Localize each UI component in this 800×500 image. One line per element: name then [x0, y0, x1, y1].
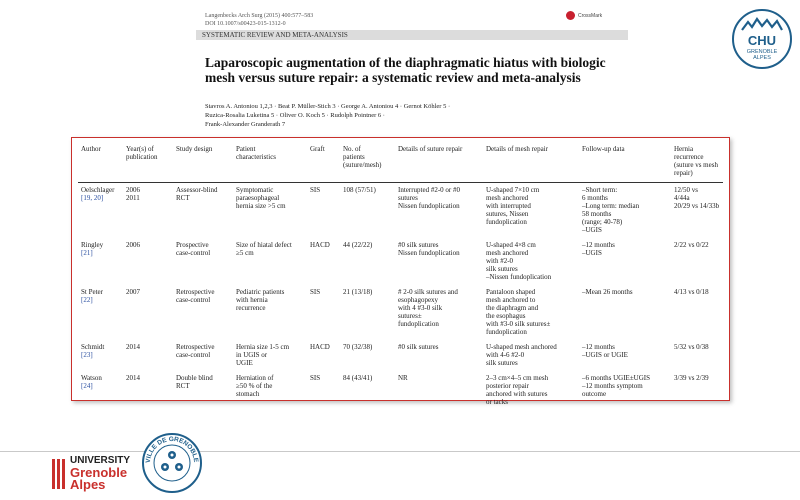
cell-line: fundoplication: [486, 218, 527, 226]
header-graft: [307, 142, 340, 183]
cell-patient-characteristics: [233, 183, 307, 239]
cell-line: with interrupted: [486, 202, 531, 210]
article-title: Laparoscopic augmentation of the diaphragmatic hiatus with biologic mesh versus suture repair: a systematic review and meta-analysis: [205, 55, 606, 85]
journal-line-1: Langenbecks Arch Surg (2015) 400:577–583: [205, 13, 314, 19]
table-row: [78, 285, 723, 340]
cell-mesh-repair: [483, 238, 579, 285]
chu-region-text: ALPES: [753, 55, 771, 61]
cell-line: –UGIS or UGIE: [582, 351, 628, 359]
cell-line: mesh anchored: [486, 249, 529, 257]
cell-line: –UGIS: [582, 226, 602, 234]
cell-study-design: [173, 238, 233, 285]
table-row: [78, 183, 723, 239]
cell-hernia-recurrence: [671, 340, 723, 371]
cell-line: 2/22 vs 0/22: [674, 241, 709, 249]
cell-line: Size of hiatal defect: [236, 241, 292, 249]
cell-line: paraesophageal: [236, 194, 280, 202]
header-follow-up: [579, 142, 671, 183]
cell-suture-repair: [395, 238, 483, 285]
cell-line: with #3-0 silk sutures±: [486, 320, 551, 328]
cell-suture-repair: [395, 340, 483, 371]
cell-line: 4/44a: [674, 194, 690, 202]
header-line: Author: [81, 145, 101, 153]
cell-study-design: [173, 183, 233, 239]
cell-line: Retrospective: [176, 343, 215, 351]
reference-link[interactable]: [24]: [81, 382, 93, 390]
cell-line: 44 (22/22): [343, 241, 373, 249]
cell-line: silk sutures: [486, 359, 518, 367]
cell-follow-up: [579, 285, 671, 340]
cell-line: anchored with sutures: [486, 390, 548, 398]
cell-follow-up: [579, 340, 671, 371]
header-line: Follow-up data: [582, 145, 625, 153]
cell-line: Pediatric patients: [236, 288, 285, 296]
cell-line: (range; 40-78): [582, 218, 623, 226]
header-line: Details of suture repair: [398, 145, 463, 153]
cell-author: [78, 371, 123, 410]
header-mesh-repair: [483, 142, 579, 183]
cell-line: HACD: [310, 343, 330, 351]
cell-mesh-repair: [483, 183, 579, 239]
cell-line: 3/39 vs 2/39: [674, 374, 709, 382]
cell-author: [78, 183, 123, 239]
cell-line: #0 silk sutures: [398, 241, 439, 249]
cell-patient-characteristics: [233, 340, 307, 371]
cell-mesh-repair: [483, 340, 579, 371]
cell-graft: [307, 183, 340, 239]
cell-hernia-recurrence: [671, 238, 723, 285]
cell-suture-repair: [395, 371, 483, 410]
cell-line: RCT: [176, 382, 190, 390]
header-year: [123, 142, 173, 183]
cell-line: 58 months: [582, 210, 612, 218]
cell-line: with 4 #3-0 silk: [398, 304, 443, 312]
cell-line: Oelschlager: [81, 186, 115, 194]
reference-link[interactable]: [22]: [81, 296, 93, 304]
cell-line: 108 (57/51): [343, 186, 376, 194]
cell-patients: [340, 340, 395, 371]
cell-year: [123, 340, 173, 371]
cell-graft: [307, 340, 340, 371]
cell-line: case-control: [176, 249, 211, 257]
header-line: repair): [674, 169, 693, 177]
cell-line: 70 (32/38): [343, 343, 373, 351]
journal-citation: [205, 12, 313, 28]
crossmark-icon: [566, 11, 575, 20]
cell-line: #0 silk sutures: [398, 343, 439, 351]
cell-line: 5/32 vs 0/38: [674, 343, 709, 351]
cell-line: in UGIS or: [236, 351, 268, 359]
header-line: Year(s) of: [126, 145, 154, 153]
header-line: No. of: [343, 145, 361, 153]
cell-patient-characteristics: [233, 285, 307, 340]
cell-follow-up: [579, 183, 671, 239]
author-line-1: Stavros A. Antoniou 1,2,3 · Beat P. Müller-Stich 3 · George A. Antoniou 4 · Gernot Köhler 5 ·: [205, 103, 451, 110]
header-line: Details of mesh repair: [486, 145, 549, 153]
cell-line: SIS: [310, 374, 321, 382]
cell-line: 4/13 vs 0/18: [674, 288, 709, 296]
cell-line: NR: [398, 374, 408, 382]
cell-line: 6 months: [582, 194, 608, 202]
cell-author: [78, 340, 123, 371]
cell-line: esophagopexy: [398, 296, 439, 304]
cell-line: the diaphragm and: [486, 304, 539, 312]
reference-link[interactable]: [19, 20]: [81, 194, 104, 202]
cell-line: recurrence: [236, 304, 266, 312]
cell-author: [78, 238, 123, 285]
cell-line: U-shaped 7×10 cm: [486, 186, 540, 194]
ville-seal-text: VILLE DE GRENOBLE: [144, 435, 200, 464]
reference-link[interactable]: [21]: [81, 249, 93, 257]
university-grenoble-alpes-logo: [52, 455, 130, 491]
cell-mesh-repair: [483, 371, 579, 410]
cell-line: case-control: [176, 351, 211, 359]
ug-region-text: Alpes: [70, 477, 106, 492]
table-header-row: [78, 142, 723, 183]
cell-line: –12 months: [582, 241, 615, 249]
cell-line: RCT: [176, 194, 190, 202]
cell-author: [78, 285, 123, 340]
cell-graft: [307, 238, 340, 285]
cell-line: 2014: [126, 343, 140, 351]
cell-line: SIS: [310, 288, 321, 296]
header-suture-repair: [395, 142, 483, 183]
cell-line: Nissen fundoplication: [398, 249, 460, 257]
cell-line: Prospective: [176, 241, 209, 249]
cell-line: case-control: [176, 296, 211, 304]
ug-bars-icon: [52, 455, 65, 489]
cell-line: Retrospective: [176, 288, 215, 296]
cell-patient-characteristics: [233, 238, 307, 285]
cell-suture-repair: [395, 183, 483, 239]
cell-line: UGIE: [236, 359, 253, 367]
cell-line: Ringley: [81, 241, 104, 249]
cell-patient-characteristics: [233, 371, 307, 410]
cell-line: the esophagus: [486, 312, 526, 320]
table-row: [78, 340, 723, 371]
study-table: [78, 142, 723, 410]
cell-patients: [340, 371, 395, 410]
table-frame: [71, 137, 730, 406]
reference-link[interactable]: [23]: [81, 351, 93, 359]
cell-line: fundoplication: [486, 328, 527, 336]
ug-university-text: UNIVERSITY: [70, 455, 131, 466]
cell-line: 2006: [126, 241, 140, 249]
cell-year: [123, 183, 173, 239]
cell-line: 20/29 vs 14/33b: [674, 202, 720, 210]
cell-line: silk sutures: [486, 265, 518, 273]
cell-follow-up: [579, 371, 671, 410]
cell-line: Watson: [81, 374, 102, 382]
chu-text: CHU: [747, 33, 777, 48]
cell-line: Schmidt: [81, 343, 105, 351]
cell-year: [123, 371, 173, 410]
cell-line: 2011: [126, 194, 140, 202]
cell-line: ≥5 cm: [236, 249, 254, 257]
header-line: Graft: [310, 145, 325, 153]
header-line: Study design: [176, 145, 213, 153]
cell-line: 84 (43/41): [343, 374, 373, 382]
cell-patients: [340, 285, 395, 340]
cell-line: stomach: [236, 390, 260, 398]
cell-line: SIS: [310, 186, 321, 194]
author-line-3: Frank-Alexander Granderath 7: [205, 121, 286, 128]
cell-line: Nissen fundoplication: [398, 202, 460, 210]
cell-line: Pantaloon shaped: [486, 288, 536, 296]
cell-line: Double blind: [176, 374, 213, 382]
cell-line: or tacks: [486, 398, 508, 406]
cell-line: 2006: [126, 186, 140, 194]
author-list: [205, 102, 625, 129]
cell-line: Hernia size 1-5 cm: [236, 343, 290, 351]
cell-line: outcome: [582, 390, 607, 398]
table-row: [78, 371, 723, 410]
cell-line: 12/50 vs: [674, 186, 698, 194]
table-body: [78, 183, 723, 411]
cell-line: Herniation of: [236, 374, 274, 382]
cell-graft: [307, 285, 340, 340]
cell-line: U-shaped 4×8 cm: [486, 241, 536, 249]
header-line: characteristics: [236, 153, 277, 161]
crossmark-label: CrossMark: [578, 12, 603, 19]
cell-mesh-repair: [483, 285, 579, 340]
cell-line: with 4-6 #2-0: [486, 351, 525, 359]
cell-line: with hernia: [236, 296, 268, 304]
cell-line: Assessor-blind: [176, 186, 218, 194]
journal-line-2: DOI 10.1007/s00423-015-1312-0: [205, 21, 286, 27]
header-line: publication: [126, 153, 158, 161]
cell-line: Interrupted #2-0 or #0: [398, 186, 461, 194]
cell-year: [123, 285, 173, 340]
header-line: Hernia recurrence: [674, 145, 704, 161]
chu-city-text: GRENOBLE: [746, 49, 778, 55]
cell-line: –Short term:: [582, 186, 618, 194]
cell-study-design: [173, 285, 233, 340]
cell-line: # 2-0 silk sutures and: [398, 288, 458, 296]
ug-city-text: Grenoble: [70, 465, 128, 480]
cell-study-design: [173, 371, 233, 410]
cell-line: 2014: [126, 374, 140, 382]
cell-line: –12 months symptom: [582, 382, 643, 390]
cell-line: posterior repair: [486, 382, 529, 390]
cell-patients: [340, 183, 395, 239]
cell-line: with #2-0: [486, 257, 514, 265]
cell-line: –UGIS: [582, 249, 602, 257]
cell-line: 21 (13/18): [343, 288, 373, 296]
cell-suture-repair: [395, 285, 483, 340]
cell-line: –6 months UGIE±UGIS: [582, 374, 651, 382]
cell-line: –12 months: [582, 343, 615, 351]
cell-line: hernia size >5 cm: [236, 202, 286, 210]
cell-line: St Peter: [81, 288, 103, 296]
cell-year: [123, 238, 173, 285]
cell-follow-up: [579, 238, 671, 285]
footer-divider: [0, 451, 800, 452]
cell-line: ≥50 % of the: [236, 382, 273, 390]
cell-line: HACD: [310, 241, 330, 249]
section-band: SYSTEMATIC REVIEW AND META-ANALYSIS: [196, 30, 628, 40]
chu-grenoble-logo: [731, 8, 793, 70]
cell-line: sutures: [398, 194, 418, 202]
header-author: [78, 142, 123, 183]
header-line: Patient: [236, 145, 256, 153]
cell-patients: [340, 238, 395, 285]
header-line: (suture/mesh): [343, 161, 382, 169]
header-line: (suture vs mesh: [674, 161, 718, 169]
ville-de-grenoble-seal: [141, 432, 203, 494]
cell-line: sutures±: [398, 312, 422, 320]
cell-line: mesh anchored to: [486, 296, 536, 304]
header-patient-characteristics: [233, 142, 307, 183]
header-study-design: [173, 142, 233, 183]
header-patients: [340, 142, 395, 183]
header-line: patients: [343, 153, 365, 161]
cell-study-design: [173, 340, 233, 371]
header-hernia-recurrence: [671, 142, 723, 183]
cell-line: U-shaped mesh anchored: [486, 343, 557, 351]
cell-line: –Long term: median: [582, 202, 640, 210]
author-line-2: Ruzica-Rosalia Luketina 5 · Oliver O. Koch 5 · Rudolph Pointner 6 ·: [205, 112, 385, 119]
cell-hernia-recurrence: [671, 183, 723, 239]
cell-line: –Nissen fundoplication: [486, 273, 552, 281]
cell-line: sutures, Nissen: [486, 210, 529, 218]
cell-graft: [307, 371, 340, 410]
table-row: [78, 238, 723, 285]
cell-hernia-recurrence: [671, 371, 723, 410]
crossmark-logo: [566, 11, 602, 20]
cell-line: 2007: [126, 288, 140, 296]
cell-line: 2–3 cm×4–5 cm mesh: [486, 374, 549, 382]
cell-line: –Mean 26 months: [582, 288, 633, 296]
cell-line: fundoplication: [398, 320, 439, 328]
cell-line: mesh anchored: [486, 194, 529, 202]
cell-hernia-recurrence: [671, 285, 723, 340]
cell-line: Symptomatic: [236, 186, 274, 194]
